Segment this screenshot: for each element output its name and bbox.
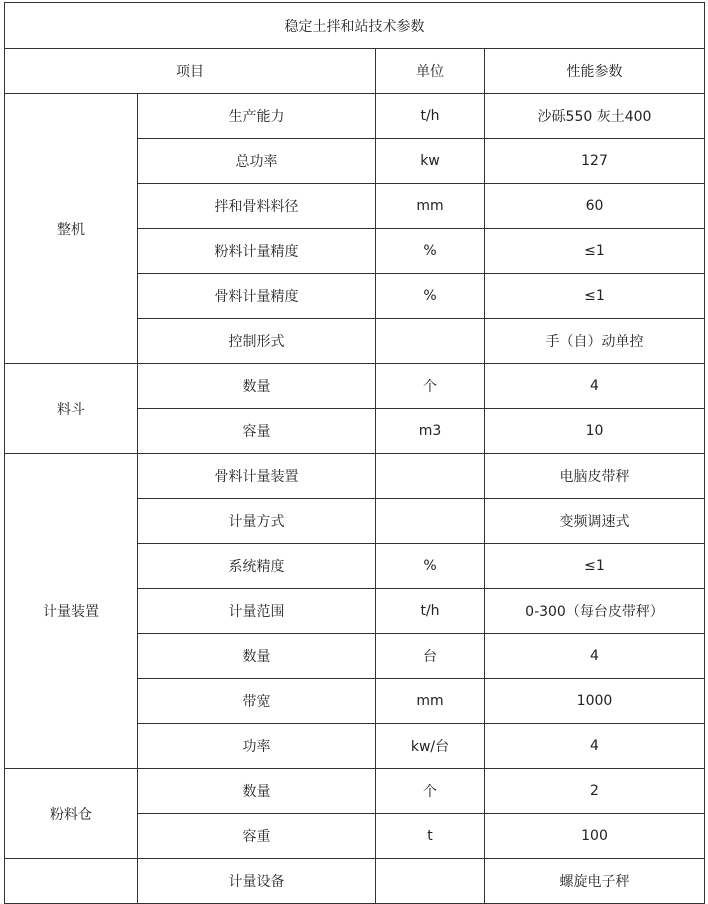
item-cell: 带宽 (138, 679, 376, 724)
unit-cell: kw (376, 139, 485, 184)
unit-cell: mm (376, 184, 485, 229)
value-cell: 电脑皮带秤 (485, 454, 705, 499)
item-cell: 总功率 (138, 139, 376, 184)
unit-cell: % (376, 229, 485, 274)
value-cell: 4 (485, 724, 705, 769)
value-cell: 10 (485, 409, 705, 454)
header-item: 项目 (5, 49, 376, 94)
item-cell: 功率 (138, 724, 376, 769)
item-cell: 拌和骨料料径 (138, 184, 376, 229)
unit-cell: 台 (376, 634, 485, 679)
table-row (5, 364, 705, 409)
value-cell: 螺旋电子秤 (485, 859, 705, 904)
table-row (5, 94, 705, 139)
unit-cell: kw/台 (376, 724, 485, 769)
title-row (5, 3, 705, 49)
value-cell: 4 (485, 364, 705, 409)
unit-cell (376, 859, 485, 904)
value-cell: 4 (485, 634, 705, 679)
table-title: 稳定土拌和站技术参数 (5, 3, 705, 49)
group-label: 计量装置 (5, 454, 138, 769)
unit-cell: t/h (376, 94, 485, 139)
item-cell: 控制形式 (138, 319, 376, 364)
item-cell: 骨料计量装置 (138, 454, 376, 499)
value-cell: 沙砾550 灰土400 (485, 94, 705, 139)
spec-table (4, 2, 705, 904)
table-row (5, 859, 705, 904)
item-cell: 数量 (138, 769, 376, 814)
unit-cell: t/h (376, 589, 485, 634)
unit-cell: t (376, 814, 485, 859)
item-cell: 计量设备 (138, 859, 376, 904)
value-cell: 0-300（每台皮带秤） (485, 589, 705, 634)
item-cell: 骨料计量精度 (138, 274, 376, 319)
header-unit: 单位 (376, 49, 485, 94)
item-cell: 容量 (138, 409, 376, 454)
value-cell: 2 (485, 769, 705, 814)
unit-cell: % (376, 544, 485, 589)
group-label: 整机 (5, 94, 138, 364)
value-cell: 1000 (485, 679, 705, 724)
table-row (5, 454, 705, 499)
group-label (5, 859, 138, 904)
item-cell: 生产能力 (138, 94, 376, 139)
group-label: 粉料仓 (5, 769, 138, 859)
item-cell: 计量范围 (138, 589, 376, 634)
header-param: 性能参数 (485, 49, 705, 94)
item-cell: 数量 (138, 634, 376, 679)
group-label: 料斗 (5, 364, 138, 454)
value-cell: ≤1 (485, 229, 705, 274)
header-row (5, 49, 705, 94)
value-cell: 127 (485, 139, 705, 184)
item-cell: 系统精度 (138, 544, 376, 589)
unit-cell (376, 454, 485, 499)
unit-cell: % (376, 274, 485, 319)
unit-cell (376, 499, 485, 544)
value-cell: 手（自）动单控 (485, 319, 705, 364)
table-row (5, 769, 705, 814)
value-cell: ≤1 (485, 274, 705, 319)
unit-cell: 个 (376, 769, 485, 814)
unit-cell (376, 319, 485, 364)
value-cell: ≤1 (485, 544, 705, 589)
value-cell: 100 (485, 814, 705, 859)
item-cell: 容重 (138, 814, 376, 859)
value-cell: 60 (485, 184, 705, 229)
unit-cell: m3 (376, 409, 485, 454)
item-cell: 计量方式 (138, 499, 376, 544)
item-cell: 数量 (138, 364, 376, 409)
item-cell: 粉料计量精度 (138, 229, 376, 274)
unit-cell: 个 (376, 364, 485, 409)
value-cell: 变频调速式 (485, 499, 705, 544)
unit-cell: mm (376, 679, 485, 724)
